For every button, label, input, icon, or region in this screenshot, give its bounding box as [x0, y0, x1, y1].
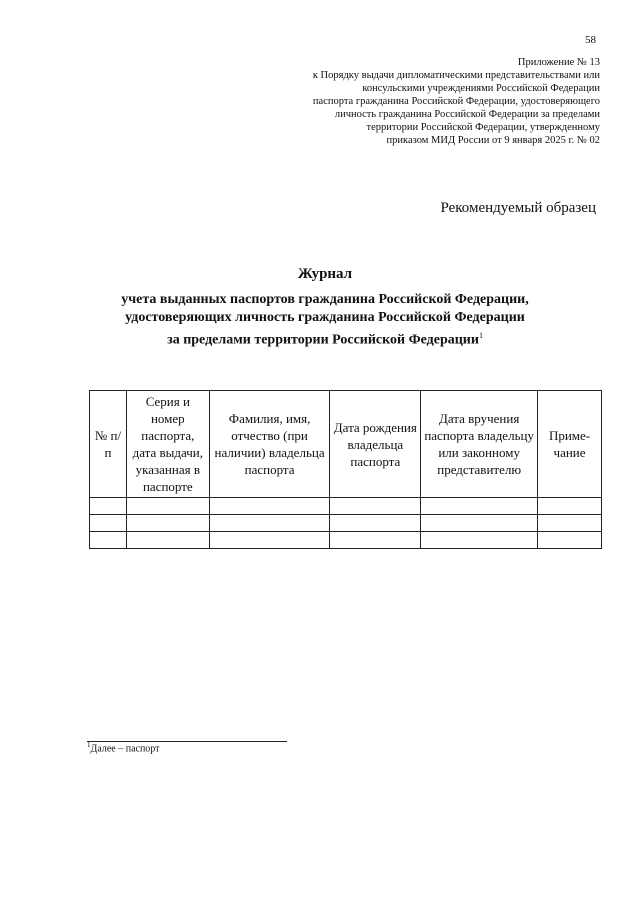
table-cell [330, 532, 421, 549]
appendix-line: территории Российской Федерации, утвержденному [366, 122, 600, 133]
table-row [90, 515, 602, 532]
table-cell [90, 515, 127, 532]
header-owner-name: Фамилия, имя, отчество (при наличии) владельца паспорта [209, 391, 330, 498]
table-cell [126, 498, 209, 515]
table-cell [209, 515, 330, 532]
table-cell [126, 515, 209, 532]
table-cell [538, 532, 602, 549]
header-delivery-date: Дата вручения паспорта владельцу или законному представителю [421, 391, 538, 498]
table-row [90, 498, 602, 515]
table-cell [209, 532, 330, 549]
footnote-mark: 1 [87, 741, 91, 749]
header-birth-date: Дата рождения владельца паспорта [330, 391, 421, 498]
appendix-reference [280, 56, 600, 147]
title-main: Журнал [297, 266, 353, 282]
title-line-1: учета выданных паспортов гражданина Российской Федерации, [121, 292, 529, 307]
footnote [87, 741, 160, 754]
appendix-line: Приложение № 13 [517, 57, 600, 68]
table-cell [421, 515, 538, 532]
table-cell [126, 532, 209, 549]
appendix-line: к Порядку выдачи дипломатическими представительствами или [312, 70, 600, 81]
footnote-reference: 1 [478, 331, 483, 340]
document-title [80, 266, 570, 350]
table-cell [90, 498, 127, 515]
table-cell [209, 498, 330, 515]
table-cell [330, 498, 421, 515]
table-cell [90, 532, 127, 549]
table-cell [330, 515, 421, 532]
header-passport-series: Серия и номер паспорта, дата выдачи, указанная в паспорте [126, 391, 209, 498]
appendix-line: консульскими учреждениями Российской Федерации [362, 83, 600, 94]
table-row [90, 532, 602, 549]
table-cell [421, 498, 538, 515]
footnote-text: Далее – паспорт [90, 743, 160, 755]
table-cell [421, 532, 538, 549]
table-cell [538, 498, 602, 515]
sample-label: Рекомендуемый образец [440, 200, 596, 216]
appendix-line: паспорта гражданина Российской Федерации, удостоверяющего [312, 96, 600, 107]
table-cell [538, 515, 602, 532]
header-number: № п/п [90, 391, 127, 498]
title-line-2: удостоверяющих личность гражданина Российской Федерации [125, 310, 525, 325]
journal-table [89, 390, 602, 549]
title-line-3-text: за пределами территории Российской Федерации [167, 332, 479, 348]
page-number: 58 [585, 34, 596, 46]
appendix-line: приказом МИД России от 9 января 2025 г. № 02 [386, 135, 600, 146]
title-line-3 [80, 327, 570, 350]
appendix-line: личность гражданина Российской Федерации за пределами [334, 109, 600, 120]
table-header-row [90, 391, 602, 498]
header-note: Приме-чание [538, 391, 602, 498]
